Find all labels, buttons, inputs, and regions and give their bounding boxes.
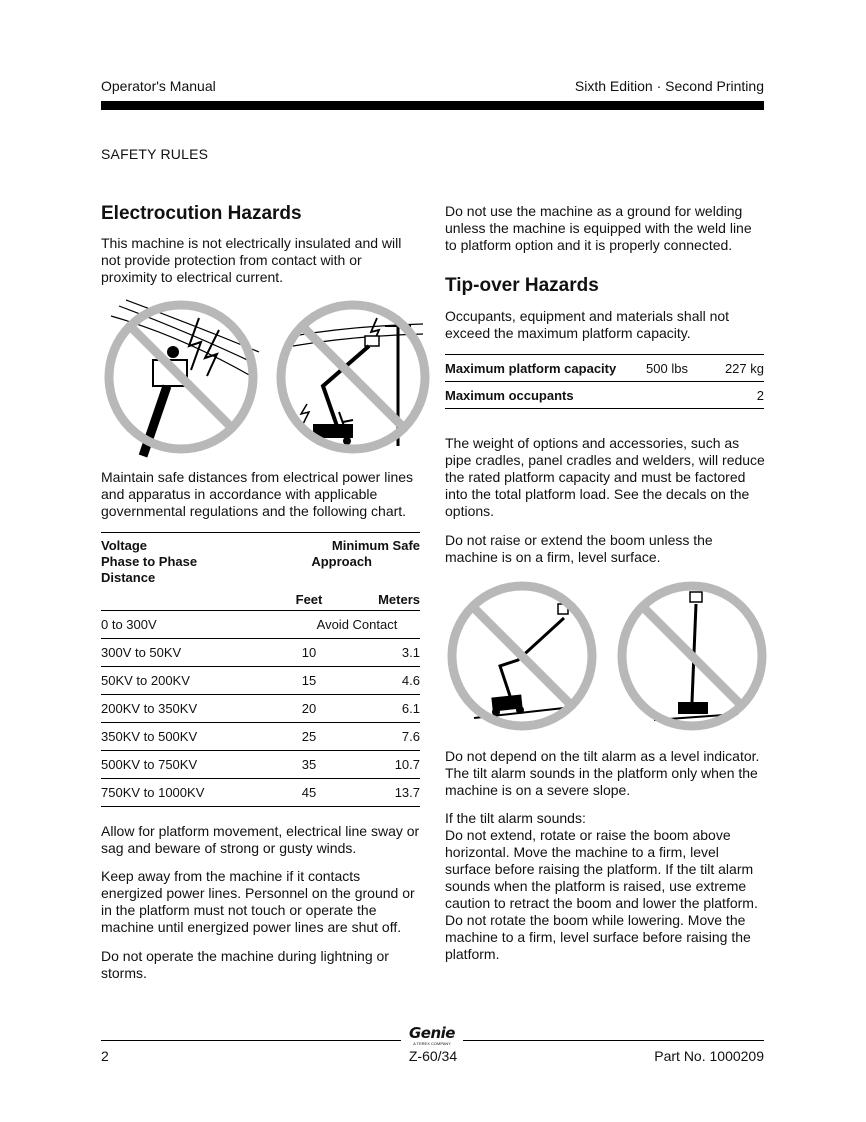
tilt-alarm-text: Do not depend on the tilt alarm as a level indicator. The tilt alarm sounds in the platform only when the machine is on a severe slope. [445, 748, 760, 798]
no-ground-contact-icon [273, 296, 433, 458]
genie-logo-text: Genie [409, 1024, 455, 1042]
occupants-text: Occupants, equipment and materials shall not exceed the maximum platform capacity. [445, 308, 730, 341]
table-header-row [101, 533, 420, 589]
table-units-row [101, 588, 420, 611]
boom-level-text: Do not raise or extend the boom unless the machine is on a firm, level surface. [445, 532, 713, 565]
table-row [101, 779, 420, 807]
electrocution-intro: This machine is not electrically insulated and will not provide protection from contact with or proximity to electrical current. [101, 235, 402, 285]
voltage-cell: 350KV to 500KV [101, 723, 274, 751]
voltage-cell: 200KV to 350KV [101, 695, 274, 723]
feet-cell: 15 [274, 667, 344, 695]
accessories-weight-text: The weight of options and accessories, such as pipe cradles, panel cradles and welders, will reduce the rated platform capacity and must be factored into the total platform load. See the decals on the options. [445, 435, 765, 519]
model-number: Z-60/34 [408, 1048, 458, 1064]
capacity-table [445, 354, 764, 409]
header-meters: Meters [378, 591, 420, 607]
meters-cell: 13.7 [344, 779, 420, 807]
platform-movement-text: Allow for platform movement, electrical line sway or sag and beware of strong or gusty winds. [101, 823, 420, 856]
lightning-text: Do not operate the machine during lightning or storms. [101, 948, 389, 981]
header-rule [101, 101, 764, 110]
header-edition: Sixth Edition · Second Printing [574, 78, 764, 94]
table-row [101, 611, 420, 639]
genie-logo [404, 1026, 460, 1046]
table-row [101, 751, 420, 779]
meters-cell: 10.7 [344, 751, 420, 779]
footer-rule-left [101, 1040, 401, 1041]
feet-cell: 25 [274, 723, 344, 751]
table-row [101, 723, 420, 751]
tilt-instructions-text: Do not extend, rotate or raise the boom above horizontal. Move the machine to a firm, level surface before raising the platform. If the tilt alarm sounds when the platform is raised, use extreme caution to retract the boom and lower the platform. Do not rotate the boom while lowering. Move the machine to a firm, level surface before raising the platform. [445, 827, 758, 962]
tip-over-title: Tip-over Hazards [445, 275, 599, 296]
welding-text: Do not use the machine as a ground for welding unless the machine is equipped with the weld line to platform option and it is properly connected. [445, 203, 752, 253]
header-phase: Phase to Phase [101, 554, 198, 569]
maintain-distance-text: Maintain safe distances from electrical power lines and apparatus in accordance with applicable governmental regulations and the following chart. [101, 469, 414, 519]
header-manual-title: Operator's Manual [101, 78, 216, 94]
header-voltage: Voltage [101, 538, 147, 553]
voltage-cell: 50KV to 200KV [101, 667, 274, 695]
capacity-row [445, 355, 764, 382]
table-row [101, 695, 420, 723]
voltage-cell: 0 to 300V [101, 611, 274, 639]
page-number: 2 [101, 1048, 109, 1064]
keep-away-text: Keep away from the machine if it contacts energized power lines. Personnel on the ground or in the platform must not touch or operate the machine until energized power lines are shut off. [101, 868, 415, 935]
header-feet: Feet [295, 591, 323, 607]
voltage-distance-table [101, 532, 420, 807]
meters-cell: 6.1 [344, 695, 420, 723]
feet-cell: 35 [274, 751, 344, 779]
part-number: Part No. 1000209 [654, 1048, 764, 1064]
feet-cell: 45 [274, 779, 344, 807]
occupants-row [445, 382, 764, 409]
if-tilt-alarm-text: If the tilt alarm sounds: [445, 810, 586, 826]
max-occupants-label: Maximum occupants [445, 382, 632, 409]
voltage-cell: 500KV to 750KV [101, 751, 274, 779]
meters-cell: 3.1 [344, 639, 420, 667]
meters-cell: 7.6 [344, 723, 420, 751]
meters-cell: 4.6 [344, 667, 420, 695]
electrocution-title: Electrocution Hazards [101, 203, 302, 224]
header-min-safe: Minimum Safe [331, 538, 420, 553]
no-power-line-contact-icon [101, 296, 261, 458]
max-capacity-lbs: 500 lbs [632, 355, 702, 382]
feet-cell: 20 [274, 695, 344, 723]
footer-rule-right [463, 1040, 764, 1041]
section-label: SAFETY RULES [101, 146, 209, 162]
header-distance: Distance [101, 570, 156, 585]
table-row [101, 639, 420, 667]
header-approach: Approach [311, 554, 372, 569]
max-capacity-label: Maximum platform capacity [445, 355, 632, 382]
genie-logo-sub: A TEREX COMPANY [413, 1041, 451, 1046]
no-vertical-boom-on-slope-icon [614, 578, 770, 734]
voltage-cell: 750KV to 1000KV [101, 779, 274, 807]
avoid-contact-cell: Avoid Contact [274, 611, 420, 639]
max-occupants-value: 2 [702, 382, 764, 409]
voltage-cell: 300V to 50KV [101, 639, 274, 667]
table-row [101, 667, 420, 695]
no-boom-on-slope-icon [444, 578, 600, 734]
feet-cell: 10 [274, 639, 344, 667]
max-capacity-kg: 227 kg [702, 355, 764, 382]
